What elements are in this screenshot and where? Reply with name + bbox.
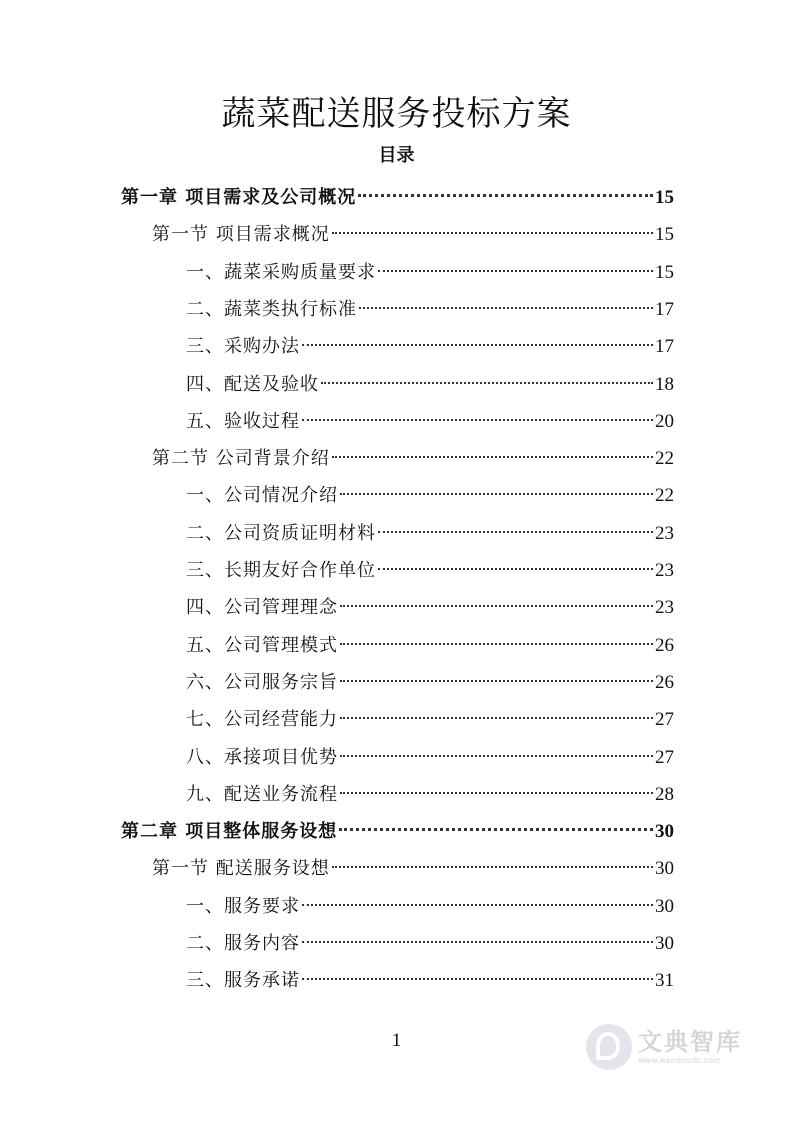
toc-entry-page: 26 <box>655 634 674 656</box>
toc-dot-leader <box>378 270 653 272</box>
toc-entry[interactable] <box>186 631 674 661</box>
toc-dot-leader <box>339 828 653 831</box>
toc-entry[interactable] <box>186 258 674 288</box>
watermark <box>586 1012 786 1082</box>
toc-entry-page: 30 <box>655 821 674 843</box>
toc-entry[interactable] <box>186 407 674 437</box>
toc-dot-leader <box>332 456 653 458</box>
toc-entry-label: 一、蔬菜采购质量要求 <box>186 261 376 283</box>
toc-dot-leader <box>359 307 653 309</box>
toc-entry-page: 18 <box>655 373 674 395</box>
toc-entry-page: 15 <box>655 261 674 283</box>
toc-entry[interactable] <box>152 220 674 250</box>
toc-entry-label: 九、配送业务流程 <box>186 783 338 805</box>
toc-dot-leader <box>340 717 653 719</box>
toc-dot-leader <box>340 493 653 495</box>
toc-entry-page: 22 <box>655 448 674 470</box>
toc-dot-leader <box>340 680 653 682</box>
toc-entry-page: 23 <box>655 560 674 581</box>
toc-entry-page: 27 <box>655 709 674 731</box>
toc-entry-label: 三、采购办法 <box>186 336 300 358</box>
toc-entry[interactable] <box>186 743 674 773</box>
toc-entry[interactable] <box>121 817 674 847</box>
toc-entry-page: 23 <box>655 522 674 544</box>
toc-entry-page: 28 <box>655 783 674 805</box>
toc-dot-leader <box>332 232 653 234</box>
toc-dot-leader <box>302 344 653 346</box>
toc-entry-label: 三、长期友好合作单位 <box>186 560 376 581</box>
toc-entry[interactable] <box>186 593 674 623</box>
toc-dot-leader <box>340 755 653 757</box>
watermark-name: 文典智库 <box>638 1028 742 1056</box>
toc-entry-page: 15 <box>655 224 674 246</box>
toc-entry-page: 30 <box>655 933 674 954</box>
toc-entry[interactable] <box>186 519 674 549</box>
toc-entry-label: 七、公司经营能力 <box>186 709 338 731</box>
watermark-url: www.wendoudb.com <box>638 1056 721 1065</box>
toc-dot-leader <box>332 866 653 868</box>
toc-entry-label: 二、服务内容 <box>186 933 300 954</box>
toc-dot-leader <box>378 568 653 570</box>
toc-entry-page: 23 <box>655 597 674 619</box>
toc-dot-leader <box>302 978 653 980</box>
toc-entry-label: 第二节 公司背景介绍 <box>152 448 330 470</box>
toc-entry-label: 六、公司服务宗旨 <box>186 671 338 693</box>
toc-entry-label: 五、验收过程 <box>186 410 300 432</box>
toc-entry-page: 22 <box>655 485 674 507</box>
toc-entry-page: 31 <box>655 970 674 992</box>
toc-entry-page: 17 <box>655 298 674 320</box>
toc-entry-page: 30 <box>655 858 674 880</box>
toc-dot-leader <box>340 643 653 645</box>
toc-entry-page: 17 <box>655 336 674 358</box>
toc-entry-label: 第二章 项目整体服务设想 <box>121 821 338 843</box>
toc-entry-page: 27 <box>655 746 674 768</box>
toc-dot-leader <box>358 194 653 197</box>
toc-entry-label: 第一章 项目需求及公司概况 <box>121 187 357 208</box>
toc-entry[interactable] <box>152 854 674 884</box>
toc-entry-page: 15 <box>655 187 674 208</box>
toc-entry-page: 26 <box>655 671 674 693</box>
toc-dot-leader <box>302 419 653 421</box>
toc-entry-label: 八、承接项目优势 <box>186 746 338 768</box>
toc-dot-leader <box>302 941 653 943</box>
toc-heading: 目录 <box>378 145 415 166</box>
toc-entry-page: 20 <box>655 410 674 432</box>
toc-entry-page: 30 <box>655 895 674 917</box>
toc-entry-label: 五、公司管理模式 <box>186 634 338 656</box>
page-number: 1 <box>391 1030 402 1051</box>
toc-entry[interactable] <box>186 481 674 511</box>
toc-dot-leader <box>302 904 653 906</box>
toc-dot-leader <box>321 382 653 384</box>
toc-entry[interactable] <box>186 780 674 810</box>
toc-entry[interactable] <box>186 295 674 325</box>
toc-entry[interactable] <box>186 668 674 698</box>
toc-entry[interactable] <box>186 332 674 362</box>
toc-entry[interactable] <box>186 370 674 400</box>
toc-dot-leader <box>378 531 653 533</box>
toc-entry[interactable] <box>186 556 674 586</box>
toc-entry[interactable] <box>186 892 674 922</box>
toc-entry[interactable] <box>121 183 674 213</box>
toc-entry-label: 一、服务要求 <box>186 895 300 917</box>
toc-dot-leader <box>340 605 653 607</box>
toc-entry[interactable] <box>186 966 674 996</box>
toc-entry-label: 四、配送及验收 <box>186 373 319 395</box>
toc-entry-label: 二、公司资质证明材料 <box>186 522 376 544</box>
toc-entry-label: 一、公司情况介绍 <box>186 485 338 507</box>
toc-entry[interactable] <box>186 929 674 959</box>
toc-entry-label: 第一节 项目需求概况 <box>152 224 330 246</box>
toc-entry-label: 第一节 配送服务设想 <box>152 858 330 880</box>
toc-entry[interactable] <box>186 705 674 735</box>
toc-entry[interactable] <box>152 444 674 474</box>
toc-entry-label: 四、公司管理理念 <box>186 597 338 619</box>
document-title: 蔬菜配送服务投标方案 <box>221 94 572 134</box>
toc-entry-label: 二、蔬菜类执行标准 <box>186 298 357 320</box>
toc-dot-leader <box>340 792 653 794</box>
watermark-logo-icon <box>586 1024 632 1070</box>
toc-entry-label: 三、服务承诺 <box>186 970 300 992</box>
